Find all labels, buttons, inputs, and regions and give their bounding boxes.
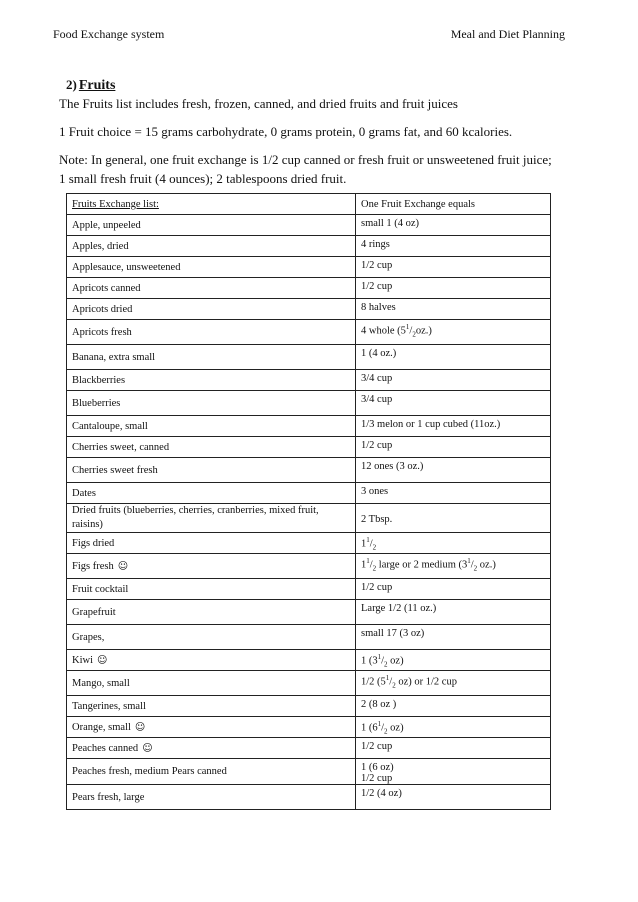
table-row: [67, 738, 551, 759]
smiley-icon: ☺: [117, 560, 129, 572]
fruit-name: Apples, dried: [72, 240, 129, 252]
exchange-value-cell: 8 halves: [356, 299, 551, 320]
fruit-name-cell: [67, 483, 356, 504]
exchange-value-cell: 1/2 cup: [356, 257, 551, 278]
fruit-name: Cherries sweet fresh: [72, 464, 158, 476]
fruit-name: Tangerines, small: [72, 700, 146, 712]
fruit-name-cell: [67, 299, 356, 320]
fruit-name: Blueberries: [72, 397, 121, 409]
fruit-name-cell: [67, 533, 356, 554]
fruit-name: Blackberries: [72, 374, 126, 386]
section-title: Fruits: [78, 78, 116, 93]
exchange-value-cell: 1/2 cup: [356, 437, 551, 458]
fruit-name: Fruit cocktail: [72, 583, 129, 595]
exchange-value-cell: 1 ($3^1/_2$ oz): [356, 650, 551, 671]
fruit-name: Apple, unpeeled: [72, 219, 141, 231]
fruit-name: Mango, small: [72, 677, 130, 689]
header-left: Food Exchange system: [53, 27, 165, 41]
table-row: [67, 345, 551, 370]
fruit-name-cell: [67, 345, 356, 370]
table-row: [67, 370, 551, 391]
table-row: [67, 458, 551, 483]
fruit-name-cell: [67, 278, 356, 299]
exchange-value-cell: 1 (4 oz.): [356, 345, 551, 370]
table-row: [67, 533, 551, 554]
exchange-value-cell: small 1 (4 oz): [356, 215, 551, 236]
fruit-name: Dried fruits (blueberries, cherries, cranberries, mixed fruit, raisins): [72, 505, 319, 530]
exchange-value-cell: 4 rings: [356, 236, 551, 257]
fruit-name-cell: [67, 215, 356, 236]
fruit-name-cell: [67, 257, 356, 278]
table-row: [67, 759, 551, 785]
section-heading: [66, 77, 115, 94]
fruit-name-cell: [67, 759, 356, 785]
table-row: [67, 437, 551, 458]
exchange-value-cell: 3/4 cup: [356, 370, 551, 391]
fruit-name-cell: [67, 504, 356, 533]
smiley-icon: ☺: [97, 654, 108, 666]
fruit-name: Apricots dried: [72, 303, 133, 315]
fruit-name-cell: [67, 625, 356, 650]
table-row: [67, 236, 551, 257]
fruit-name: Orange, small: [72, 721, 131, 733]
section-number: 2): [66, 77, 77, 92]
fruit-name-cell: [67, 579, 356, 600]
table-row: [67, 299, 551, 320]
fruit-exchange-table: [66, 193, 551, 810]
note-paragraph: Note: In general, one fruit exchange is 1/2 cup canned or fresh fruit or unsweetened fruit juice; 1 small fresh fruit (4 ounces); 2 tablespoons dried fruit.: [59, 152, 552, 186]
table-row: [67, 320, 551, 345]
exchange-value-cell: 1/2 cup: [356, 579, 551, 600]
fruit-name-cell: [67, 671, 356, 696]
fruit-name-cell: [67, 696, 356, 717]
table-row: [67, 215, 551, 236]
exchange-value-cell: 1/2 cup: [356, 738, 551, 759]
fruit-name: Figs fresh: [72, 560, 114, 572]
fruit-name: Kiwi: [72, 654, 93, 666]
fruit-name-cell: [67, 391, 356, 416]
column-header-fruit: Fruits Exchange list:: [67, 194, 356, 215]
table-row: [67, 416, 551, 437]
fruit-name: Pears fresh, large: [72, 791, 145, 803]
fruit-name-cell: [67, 738, 356, 759]
exchange-value-cell: 2 Tbsp.: [356, 504, 551, 533]
header-right: Meal and Diet Planning: [450, 27, 565, 41]
column-header-exchange: One Fruit Exchange equals: [356, 194, 551, 215]
exchange-value-cell: 12 ones (3 oz.): [356, 458, 551, 483]
table-row: [67, 625, 551, 650]
exchange-value-cell: 3/4 cup: [356, 391, 551, 416]
fruit-name: Cherries sweet, canned: [72, 441, 170, 453]
fruit-name-cell: [67, 236, 356, 257]
table-row: [67, 504, 551, 533]
fruit-name: Banana, extra small: [72, 351, 156, 363]
table-header-row: [67, 194, 551, 215]
fruit-name-cell: [67, 554, 356, 579]
table-row: [67, 785, 551, 810]
exchange-value-cell: $1^1/_2$ large or 2 medium ($3^1/_2$ oz.): [356, 554, 551, 579]
table-row: [67, 717, 551, 738]
table-row: [67, 278, 551, 299]
table-row: [67, 671, 551, 696]
table-row: [67, 600, 551, 625]
fruit-name: Grapefruit: [72, 606, 116, 618]
fruit-name: Peaches fresh, medium Pears canned: [72, 766, 227, 777]
fruit-name: Cantaloupe, small: [72, 420, 148, 432]
fruit-name-cell: [67, 320, 356, 345]
fruit-name: Applesauce, unsweetened: [72, 261, 181, 273]
fruit-name: Grapes,: [72, 631, 105, 643]
fruit-name: Peaches canned: [72, 742, 139, 754]
fruit-name-cell: [67, 458, 356, 483]
table-row: [67, 483, 551, 504]
exchange-value-cell: 3 ones: [356, 483, 551, 504]
fruit-name-cell: [67, 785, 356, 810]
fruit-name-cell: [67, 600, 356, 625]
exchange-value-cell: 1/2 (4 oz): [356, 785, 551, 810]
exchange-value-cell: 1/3 melon or 1 cup cubed (11oz.): [356, 416, 551, 437]
exchange-value-cell: $1^1/_2$: [356, 533, 551, 554]
exchange-value-cell: 4 whole $(5^1/_2oz.)$: [356, 320, 551, 345]
fruit-name-cell: [67, 437, 356, 458]
exchange-value-cell: 1 (6 oz) 1/2 cup: [356, 759, 551, 785]
choice-paragraph: 1 Fruit choice = 15 grams carbohydrate, 0 grams protein, 0 grams fat, and 60 kcalories.: [59, 124, 513, 139]
smiley-icon: ☺: [134, 721, 146, 733]
smiley-icon: ☺: [142, 742, 153, 754]
fruit-name-cell: [67, 416, 356, 437]
fruit-name: Apricots fresh: [72, 326, 132, 338]
fruit-name-cell: [67, 650, 356, 671]
table-body: [67, 215, 551, 810]
table-row: [67, 696, 551, 717]
exchange-value-cell: 1 ($6^1/_2$ oz): [356, 717, 551, 738]
exchange-value-cell: 1/2 ($5^1/_2$ oz) or 1/2 cup: [356, 671, 551, 696]
fruit-name: Dates: [72, 487, 96, 499]
fruit-name: Apricots canned: [72, 282, 141, 294]
fruit-name: Figs dried: [72, 537, 115, 549]
table-row: [67, 257, 551, 278]
exchange-value-cell: Large 1/2 (11 oz.): [356, 600, 551, 625]
fruit-name-cell: [67, 370, 356, 391]
exchange-value-cell: 1/2 cup: [356, 278, 551, 299]
table-row: [67, 579, 551, 600]
table-row: [67, 554, 551, 579]
table-row: [67, 650, 551, 671]
exchange-value-cell: small 17 (3 oz): [356, 625, 551, 650]
intro-paragraph: The Fruits list includes fresh, frozen, canned, and dried fruits and fruit juices: [59, 96, 458, 111]
exchange-value-cell: 2 (8 oz ): [356, 696, 551, 717]
fruit-name-cell: [67, 717, 356, 738]
table-row: [67, 391, 551, 416]
